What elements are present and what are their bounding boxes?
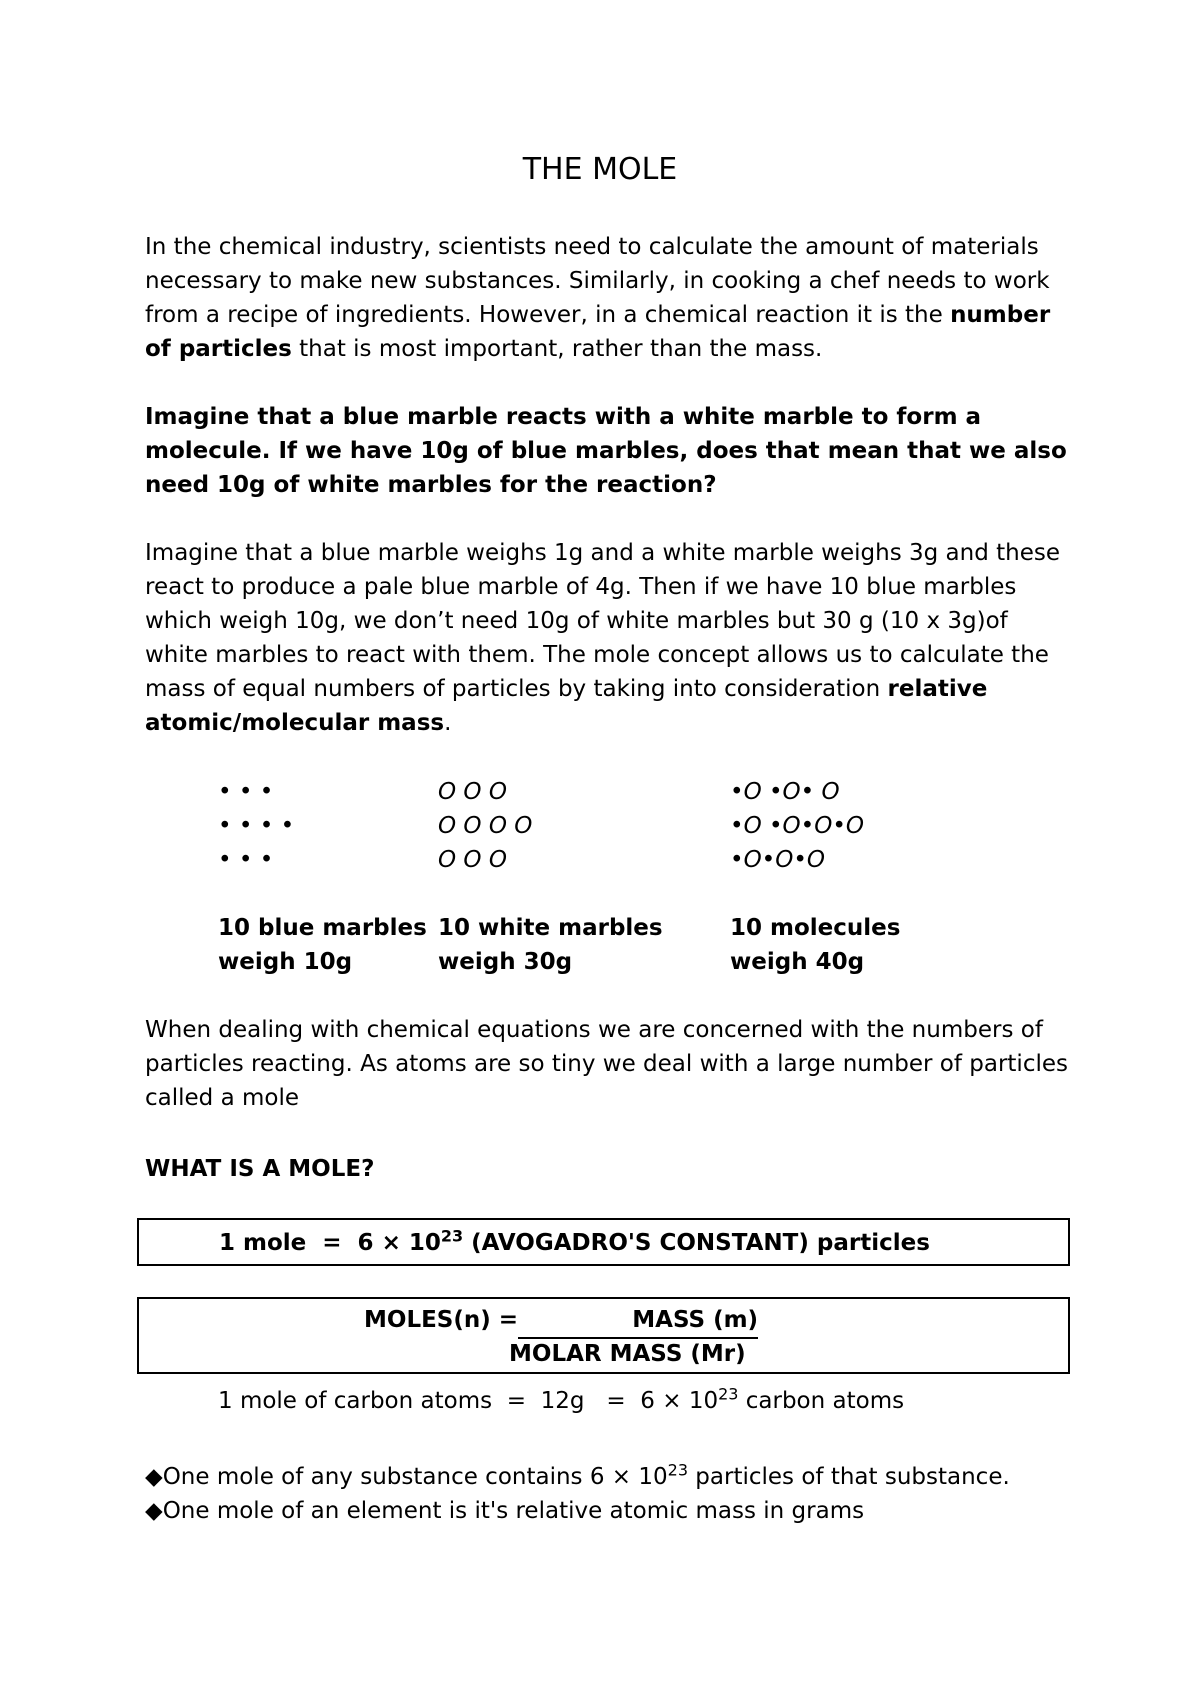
intro-paragraph: [145, 230, 1075, 366]
avogadro-equation: [219, 1226, 930, 1260]
intro-bold: number of particles: [145, 302, 1051, 362]
avogadro-lhs: 1 mole = 6 × 10: [219, 1230, 441, 1256]
formula-denominator: MOLAR MASS (Mr): [509, 1341, 746, 1367]
molecules-label: 10 molecules: [730, 915, 901, 941]
formula-numerator-line: [364, 1303, 758, 1339]
carbon-mole-example: [218, 1384, 904, 1418]
bullet-point: [145, 1494, 864, 1528]
formula-lhs: MOLES(n) =: [364, 1307, 519, 1333]
white-marble-row: O O O: [438, 847, 507, 873]
question-paragraph: Imagine that a blue marble reacts with a white marble to form a molecule. If we have 10g of blue marbles, does that mean that we also need 10g of white marbles for the reaction?: [145, 404, 1067, 498]
blue-marble-row: • • • •: [218, 813, 295, 839]
bullet-exponent: 23: [667, 1460, 688, 1480]
avogadro-box: [137, 1218, 1070, 1266]
blue-marble-row: • • •: [218, 847, 274, 873]
molecule-row: •O•O•O: [730, 847, 826, 873]
avogadro-rhs: (AVOGADRO'S CONSTANT) particles: [463, 1230, 930, 1256]
intro-text-1: In the chemical industry, scientists need to calculate the amount of materials necessary to make new substances. Similarly, in cooking a chef needs to work from a recipe of ingredients. However, in a chemical reaction it is the: [145, 234, 1050, 328]
bullet-point: [145, 1460, 1010, 1494]
molecule-row: •O •O• O: [730, 779, 840, 805]
bullet-text-end: particles of that substance.: [688, 1464, 1010, 1490]
explanation-text-2: .: [444, 710, 452, 736]
molecules-weight: weigh 40g: [730, 949, 865, 975]
explanation-text-1: Imagine that a blue marble weighs 1g and a white marble weighs 3g and these react to produce a pale blue marble of 4g. Then if we have 10 blue marbles which weigh 10g, we don’t need 10g of white marbles but 30 g (10 x 3g)of white marbles to react with them. The mole concept allows us to calculate the mass of equal numbers of particles by taking into consideration: [145, 540, 1061, 702]
page-title: THE MOLE: [522, 152, 678, 187]
blue-marble-row: • • •: [218, 779, 274, 805]
explanation-paragraph: [145, 536, 1075, 740]
molecule-row: •O •O•O•O: [730, 813, 864, 839]
bullet-text: ◆One mole of any substance contains 6 × 10: [145, 1464, 668, 1490]
white-marbles-label: 10 white marbles: [438, 915, 663, 941]
white-marble-row: O O O O: [438, 813, 533, 839]
carbon-exponent: 23: [718, 1384, 739, 1404]
formula-numerator: MASS (m): [518, 1303, 758, 1339]
blue-marbles-weight: weigh 10g: [218, 949, 353, 975]
bullet-text: ◆One mole of an element is it's relative atomic mass in grams: [145, 1498, 865, 1524]
intro-text-2: that is most important, rather than the mass.: [291, 336, 823, 362]
avogadro-exponent: 23: [440, 1226, 464, 1246]
moles-formula-box: [137, 1297, 1070, 1374]
section-heading: WHAT IS A MOLE?: [145, 1156, 375, 1182]
explanation-bold: relative atomic/molecular mass: [145, 676, 988, 736]
white-marble-row: O O O: [438, 779, 507, 805]
blue-marbles-column: [218, 775, 427, 979]
equations-paragraph: When dealing with chemical equations we are concerned with the numbers of particles reacting. As atoms are so tiny we deal with a large number of particles called a mole: [145, 1017, 1068, 1111]
molecules-column: [730, 775, 900, 979]
carbon-rhs: carbon atoms: [738, 1388, 905, 1414]
carbon-lhs: 1 mole of carbon atoms = 12g = 6 × 10: [218, 1388, 719, 1414]
white-marbles-column: [438, 775, 663, 979]
white-marbles-weight: weigh 30g: [438, 949, 573, 975]
blue-marbles-label: 10 blue marbles: [218, 915, 427, 941]
